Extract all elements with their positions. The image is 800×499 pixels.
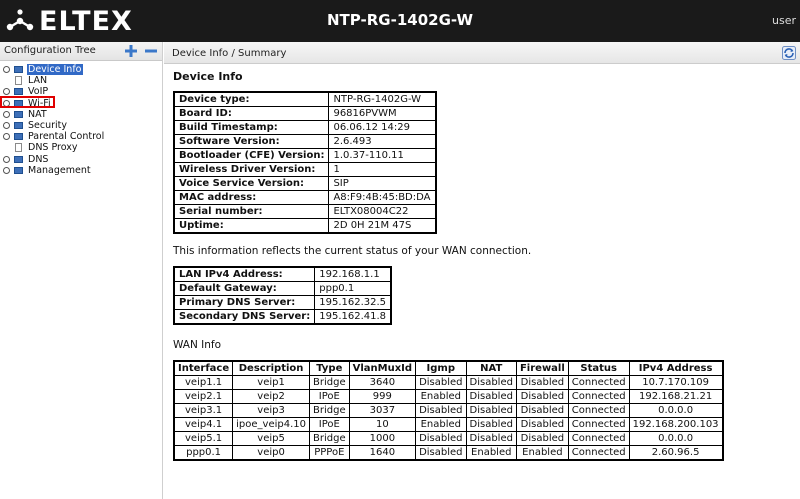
- field-label: Bootloader (CFE) Version:: [174, 149, 329, 163]
- refresh-icon[interactable]: [782, 46, 796, 60]
- expand-icon[interactable]: [3, 122, 10, 129]
- table-cell: veip3: [233, 404, 310, 418]
- device-info-row: [174, 177, 436, 191]
- table-row: [174, 446, 723, 461]
- column-header: Description: [233, 361, 310, 376]
- table-cell: Enabled: [466, 446, 516, 461]
- table-cell: 2.60.96.5: [629, 446, 722, 461]
- wan-status-row: [174, 310, 391, 325]
- device-info-row: [174, 121, 436, 135]
- table-cell: veip2: [233, 390, 310, 404]
- logo-text: ELTEX: [39, 5, 133, 37]
- table-cell: 0.0.0.0: [629, 432, 722, 446]
- field-value: 96816PVWM: [329, 107, 436, 121]
- table-cell: Connected: [568, 404, 629, 418]
- field-value: 1.0.37-110.11: [329, 149, 436, 163]
- tree-item-dns[interactable]: [0, 154, 163, 165]
- main-panel: [164, 42, 800, 499]
- tree-item-label: Management: [28, 164, 91, 176]
- table-cell: IPoE: [310, 418, 350, 432]
- field-label: Build Timestamp:: [174, 121, 329, 135]
- configuration-tree-header: [0, 42, 162, 61]
- tree-item-lan[interactable]: [0, 75, 163, 86]
- table-cell: Connected: [568, 446, 629, 461]
- table-cell: Connected: [568, 432, 629, 446]
- expand-icon[interactable]: [3, 111, 10, 118]
- column-header: IPv4 Address: [629, 361, 722, 376]
- column-header: Firewall: [516, 361, 568, 376]
- tree-item-label: DNS: [28, 153, 49, 165]
- expand-icon[interactable]: [3, 66, 10, 73]
- folder-icon: [14, 88, 23, 95]
- device-info-row: [174, 163, 436, 177]
- column-header: Interface: [174, 361, 233, 376]
- field-value: 2.6.493: [329, 135, 436, 149]
- table-cell: 192.168.200.103: [629, 418, 722, 432]
- tree-item-label: Wi-Fi: [28, 97, 51, 109]
- column-header: NAT: [466, 361, 516, 376]
- column-header: Igmp: [416, 361, 466, 376]
- table-cell: Bridge: [310, 376, 350, 390]
- table-cell: 10.7.170.109: [629, 376, 722, 390]
- tree-item-label: Security: [28, 119, 68, 131]
- field-label: Uptime:: [174, 219, 329, 234]
- table-cell: veip1.1: [174, 376, 233, 390]
- table-cell: Disabled: [466, 418, 516, 432]
- wan-status-row: [174, 282, 391, 296]
- table-row: [174, 432, 723, 446]
- folder-icon: [14, 111, 23, 118]
- table-cell: Disabled: [516, 418, 568, 432]
- table-cell: 10: [349, 418, 415, 432]
- device-info-row: [174, 205, 436, 219]
- field-value: SIP: [329, 177, 436, 191]
- tree-item-label: LAN: [28, 75, 48, 87]
- breadcrumb: Device Info / Summary: [172, 48, 287, 59]
- top-header: [0, 0, 800, 42]
- device-info-row: [174, 219, 436, 234]
- tree-item-management[interactable]: [0, 165, 163, 176]
- table-row: [174, 390, 723, 404]
- tree-item-device-info[interactable]: [0, 64, 163, 75]
- field-value: 1: [329, 163, 436, 177]
- table-cell: Disabled: [466, 390, 516, 404]
- expand-icon[interactable]: [3, 167, 10, 174]
- table-cell: Disabled: [416, 404, 466, 418]
- field-value: ELTX08004C22: [329, 205, 436, 219]
- folder-icon: [14, 156, 23, 163]
- wan-status-table: [173, 266, 392, 325]
- tree-item-security[interactable]: [0, 120, 163, 131]
- column-header: VlanMuxId: [349, 361, 415, 376]
- folder-icon: [14, 167, 23, 174]
- plus-icon[interactable]: [124, 44, 138, 58]
- tree-item-nat[interactable]: [0, 109, 163, 120]
- table-cell: veip0: [233, 446, 310, 461]
- field-label: Board ID:: [174, 107, 329, 121]
- table-cell: IPoE: [310, 390, 350, 404]
- field-label: Device type:: [174, 92, 329, 107]
- table-cell: ppp0.1: [174, 446, 233, 461]
- field-label: Software Version:: [174, 135, 329, 149]
- wan-status-row: [174, 267, 391, 282]
- table-cell: veip4.1: [174, 418, 233, 432]
- wan-status-text: This information reflects the current status of your WAN connection.: [173, 245, 532, 257]
- table-cell: veip5: [233, 432, 310, 446]
- table-cell: 1000: [349, 432, 415, 446]
- table-cell: 0.0.0.0: [629, 404, 722, 418]
- folder-icon: [14, 66, 23, 73]
- table-cell: 192.168.21.21: [629, 390, 722, 404]
- table-cell: Connected: [568, 418, 629, 432]
- field-value: 192.168.1.1: [315, 267, 391, 282]
- wan-info-table: [173, 360, 724, 461]
- expand-icon[interactable]: [3, 156, 10, 163]
- tree-item-parental-control[interactable]: [0, 131, 163, 142]
- tree-item-voip[interactable]: [0, 86, 163, 97]
- summary-content: [173, 70, 724, 461]
- tree-item-label: DNS Proxy: [28, 142, 78, 154]
- user-label[interactable]: user: [772, 14, 796, 27]
- device-info-table: [173, 91, 437, 234]
- field-label: MAC address:: [174, 191, 329, 205]
- expand-icon[interactable]: [3, 100, 10, 107]
- table-cell: Disabled: [416, 432, 466, 446]
- table-cell: Disabled: [466, 432, 516, 446]
- folder-icon: [14, 122, 23, 129]
- field-label: Wireless Driver Version:: [174, 163, 329, 177]
- field-label: Secondary DNS Server:: [174, 310, 315, 325]
- table-cell: Disabled: [466, 404, 516, 418]
- field-value: ppp0.1: [315, 282, 391, 296]
- wan-status-row: [174, 296, 391, 310]
- table-cell: Enabled: [516, 446, 568, 461]
- table-cell: ipoe_veip4.10: [233, 418, 310, 432]
- table-cell: Connected: [568, 376, 629, 390]
- tree-item-label: Parental Control: [28, 131, 105, 143]
- table-cell: Enabled: [416, 418, 466, 432]
- expand-icon[interactable]: [3, 88, 10, 95]
- expand-icon[interactable]: [3, 133, 10, 140]
- tree-item-wi-fi[interactable]: [0, 98, 163, 109]
- table-cell: veip2.1: [174, 390, 233, 404]
- table-cell: veip5.1: [174, 432, 233, 446]
- device-info-row: [174, 135, 436, 149]
- table-cell: Enabled: [416, 390, 466, 404]
- table-cell: Disabled: [466, 376, 516, 390]
- section-title: Device Info: [173, 70, 243, 83]
- folder-icon: [14, 133, 23, 140]
- tree-item-label: VoIP: [28, 86, 49, 98]
- field-label: Primary DNS Server:: [174, 296, 315, 310]
- table-cell: 3640: [349, 376, 415, 390]
- field-value: NTP-RG-1402G-W: [329, 92, 436, 107]
- device-info-row: [174, 149, 436, 163]
- main-header: [164, 42, 800, 64]
- table-cell: veip3.1: [174, 404, 233, 418]
- field-value: 195.162.32.5: [315, 296, 391, 310]
- table-cell: Disabled: [516, 390, 568, 404]
- device-info-row: [174, 92, 436, 107]
- tree-item-label: Device Info: [28, 64, 82, 75]
- table-cell: Disabled: [416, 446, 466, 461]
- column-header: Type: [310, 361, 350, 376]
- configuration-tree-panel: [0, 42, 163, 499]
- table-row: [174, 418, 723, 432]
- table-cell: veip1: [233, 376, 310, 390]
- table-cell: 3037: [349, 404, 415, 418]
- table-cell: Disabled: [516, 432, 568, 446]
- table-cell: Connected: [568, 390, 629, 404]
- tree-item-dns-proxy[interactable]: [0, 142, 163, 153]
- wan-info-title: WAN Info: [173, 339, 222, 351]
- folder-icon: [14, 100, 23, 107]
- field-label: LAN IPv4 Address:: [174, 267, 315, 282]
- device-title: NTP-RG-1402G-W: [327, 11, 473, 29]
- table-cell: Disabled: [416, 376, 466, 390]
- configuration-tree-title: Configuration Tree: [4, 45, 96, 56]
- table-cell: Bridge: [310, 432, 350, 446]
- device-info-row: [174, 107, 436, 121]
- table-row: [174, 404, 723, 418]
- field-value: A8:F9:4B:45:BD:DA: [329, 191, 436, 205]
- field-label: Voice Service Version:: [174, 177, 329, 191]
- field-value: 195.162.41.8: [315, 310, 391, 325]
- field-label: Default Gateway:: [174, 282, 315, 296]
- table-row: [174, 376, 723, 390]
- field-value: 06.06.12 14:29: [329, 121, 436, 135]
- device-info-row: [174, 191, 436, 205]
- table-cell: Disabled: [516, 376, 568, 390]
- page-icon: [15, 76, 22, 85]
- field-value: 2D 0H 21M 47S: [329, 219, 436, 234]
- table-cell: Disabled: [516, 404, 568, 418]
- page-icon: [15, 143, 22, 152]
- table-cell: 1640: [349, 446, 415, 461]
- tree-item-label: NAT: [28, 108, 47, 120]
- table-cell: 999: [349, 390, 415, 404]
- table-cell: PPPoE: [310, 446, 350, 461]
- table-cell: Bridge: [310, 404, 350, 418]
- configuration-tree: [0, 64, 163, 176]
- field-label: Serial number:: [174, 205, 329, 219]
- minus-icon[interactable]: [144, 44, 158, 58]
- column-header: Status: [568, 361, 629, 376]
